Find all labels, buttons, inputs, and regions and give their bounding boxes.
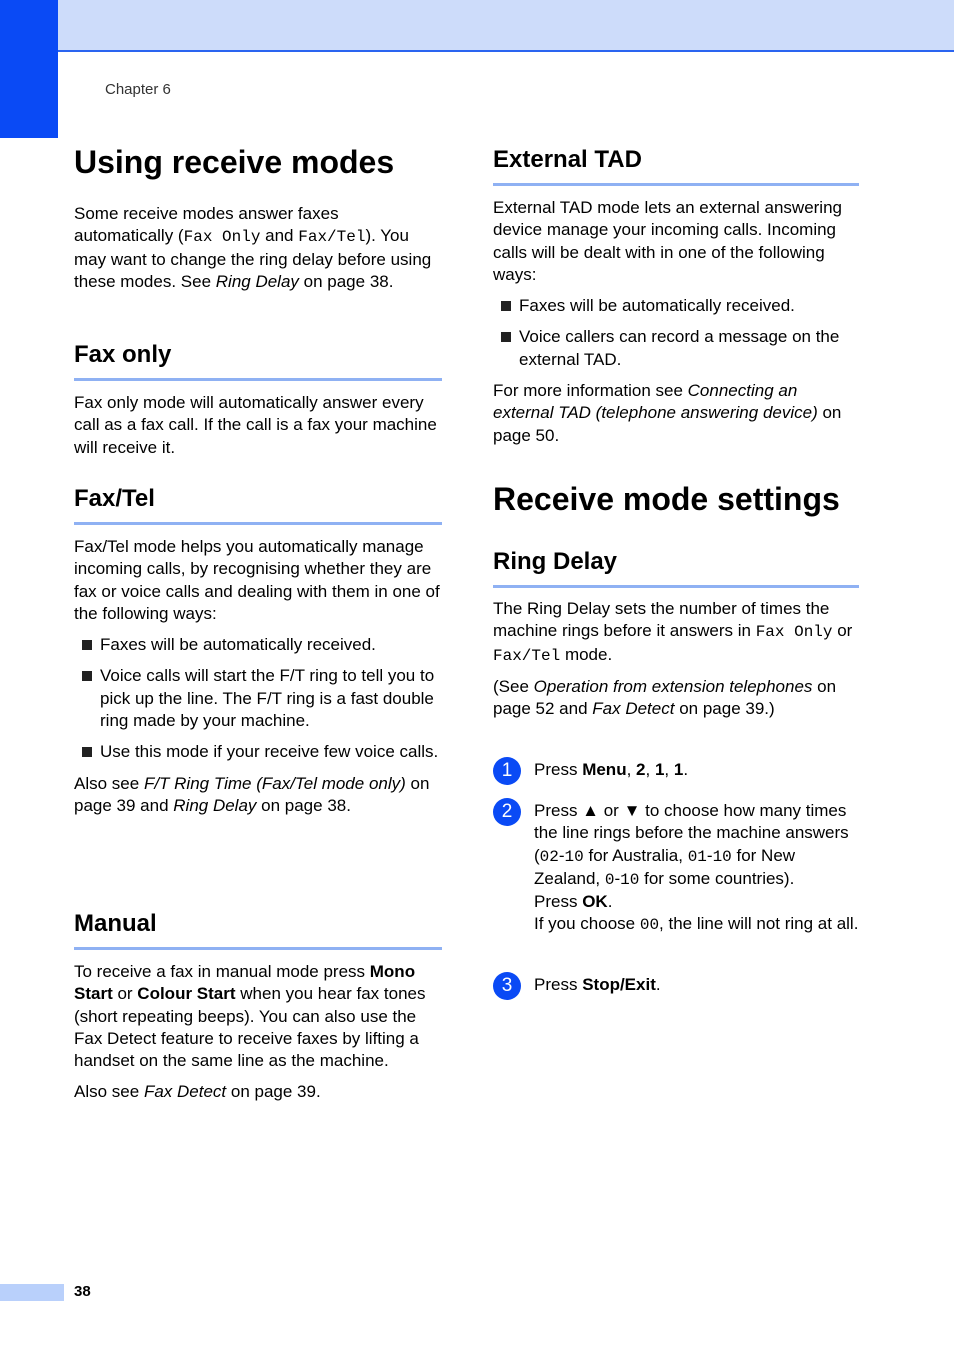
section-title: Receive mode settings [493, 481, 840, 517]
ring-delay-see: (See Operation from extension telephones on page 52 and Fax Detect on page 39.) [493, 676, 837, 719]
step-number-icon: 3 [493, 972, 521, 1000]
external-tad-heading: External TAD [493, 146, 859, 186]
manual-heading: Manual [74, 910, 442, 950]
step-1: 1 Press Menu, 2, 1, 1. [493, 759, 859, 781]
fax-only-text: Fax only mode will automatically answer every call as a fax call. If the call is a fax your machine will receive it. [74, 393, 437, 457]
bullet-square-icon [82, 671, 92, 681]
fax-tel-see-also: Also see F/T Ring Time (Fax/Tel mode only) on page 39 and Ring Delay on page 38. [74, 773, 430, 815]
fax-tel-heading: Fax/Tel [74, 485, 442, 525]
list-item: Use this mode if your receive few voice calls. [74, 741, 442, 763]
external-tad-text: External TAD mode lets an external answering device manage your incoming calls. Incoming calls will be dealt with in one of the following ways: [493, 198, 842, 284]
step-number-icon: 2 [493, 798, 521, 826]
list-item: Faxes will be automatically received. [493, 295, 859, 317]
fax-tel-list [74, 634, 442, 763]
fax-tel-section [74, 536, 442, 817]
step-2: 2 Press ▲ or ▼ to choose how many times the line rings before the machine answers (02-10 for Australia, 01-10 for New Zealand, 0-10 for some countries). Press OK. If you choose 00, the line will not ring at all. [493, 800, 859, 937]
manual-text: To receive a fax in manual mode press Mono Start or Colour Start when you hear fax tones (short repeating beeps). You can also use the Fax Detect feature to receive faxes by lifting a handset on the same line as the machine. [74, 962, 426, 1071]
fax-tel-text: Fax/Tel mode helps you automatically manage incoming calls, by recognising whether they are fax or voice calls and dealing with them in one of the following ways: [74, 537, 440, 623]
ring-delay-section [493, 598, 859, 720]
page-title: Using receive modes [74, 144, 395, 180]
external-tad-section [493, 197, 859, 447]
header-band [0, 0, 954, 52]
step-number-icon: 1 [493, 757, 521, 785]
footer-tab [0, 1284, 64, 1301]
chapter-label: Chapter 6 [105, 81, 171, 98]
bullet-square-icon [501, 301, 511, 311]
ring-delay-ref: Ring Delay [215, 271, 299, 291]
chapter-tab [0, 0, 58, 138]
manual-see-also: Also see Fax Detect on page 39. [74, 1082, 321, 1102]
external-tad-list [493, 295, 859, 371]
page-number: 38 [74, 1283, 91, 1300]
list-item: Voice callers can record a message on the external TAD. [493, 326, 859, 371]
ring-delay-text: The Ring Delay sets the number of times the machine rings before it answers in Fax Only or Fax/Tel mode. [493, 599, 853, 665]
bullet-square-icon [82, 747, 92, 757]
external-tad-more: For more information see Connecting an external TAD (telephone answering device) on page 50. [493, 381, 842, 445]
fax-only-heading: Fax only [74, 341, 442, 381]
bullet-square-icon [82, 640, 92, 650]
intro-paragraph: Some receive modes answer faxes automatically (Fax Only and Fax/Tel). You may want to change the ring delay before using these modes. See Ring Delay on page 38. [74, 204, 432, 291]
manual-section [74, 961, 442, 1104]
list-item: Voice calls will start the F/T ring to tell you to pick up the line. The F/T ring is a fast double ring made by your machine. [74, 665, 442, 732]
step-3: 3 Press Stop/Exit. [493, 974, 859, 996]
bullet-square-icon [501, 332, 511, 342]
ring-delay-heading: Ring Delay [493, 548, 859, 588]
list-item: Faxes will be automatically received. [74, 634, 442, 656]
